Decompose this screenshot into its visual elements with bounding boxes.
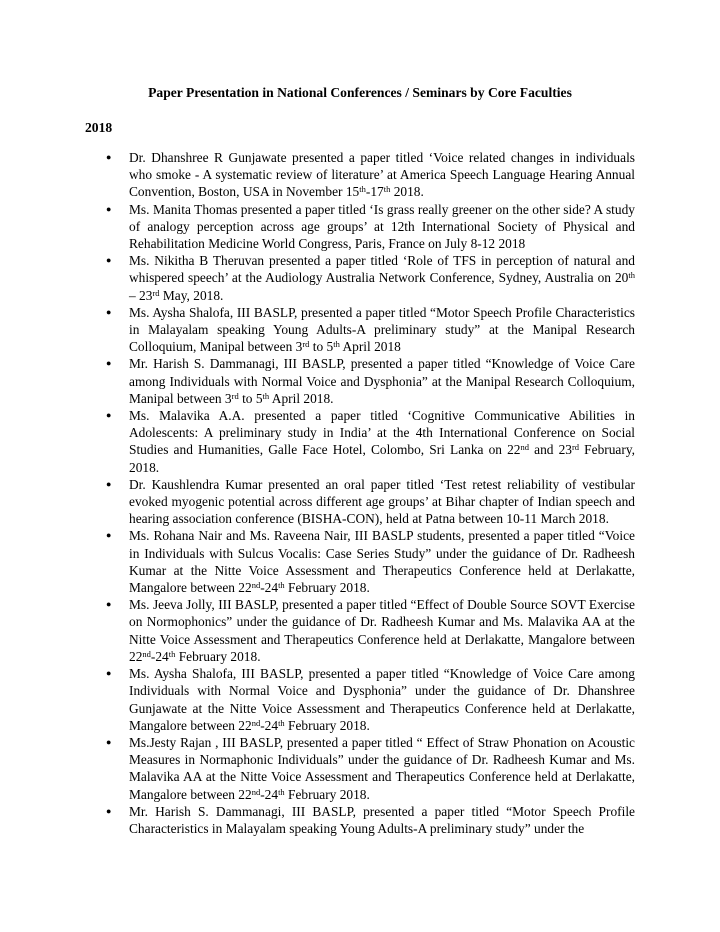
presentation-entry (85, 476, 635, 528)
bullet-icon: ● (106, 530, 112, 541)
presentation-entry (85, 201, 635, 253)
bullet-icon: ● (106, 152, 112, 162)
entry-text: Mr. Harish S. Dammanagi, III BASLP, presented a paper titled “Knowledge of Voice Care among Individuals with Normal Voice and Dysphonia” at the Manipal Research Colloquium, Manipal between 3rd to 5th April 2018. (129, 356, 635, 406)
presentation-entry (85, 665, 635, 734)
entry-text: Ms. Malavika A.A. presented a paper titled ‘Cognitive Communicative Abilities in Adolescents: A preliminary study in India’ at the 4th International Conference on Social Studies and Humanities, Galle Face Hotel, Colombo, Sri Lanka on 22nd and 23rd February, 2018. (129, 408, 635, 475)
bullet-icon: ● (106, 805, 112, 816)
presentation-list (85, 149, 635, 837)
entry-text: Ms. Jeeva Jolly, III BASLP, presented a paper titled “Effect of Double Source SOVT Exercise on Normophonics” under the guidance of Dr. Radheesh Kumar and Ms. Malavika AA at the Nitte Voice Assessment and Therapeutics Conference held at Derlakatte, Mangalore between 22nd-24th February 2018. (129, 597, 635, 664)
entry-text: Dr. Kaushlendra Kumar presented an oral paper titled ‘Test retest reliability of vestibular evoked myogenic potential across different age groups’ at Bihar chapter of Indian speech and hearing association conference (BISHA-CON), held at Patna between 10-11 March 2018. (129, 476, 635, 527)
bullet-icon: ● (106, 358, 112, 369)
entry-text: Ms. Manita Thomas presented a paper titled ‘Is grass really greener on the other side? A study of analogy perception across age groups’ at 12th International Society of Physical and Rehabilitation Medicine World Congress, Paris, France on July 8-12 2018 (129, 201, 635, 252)
entry-text: Dr. Dhanshree R Gunjawate presented a paper titled ‘Voice related changes in individuals who smoke - A systematic review of literature’ at America Speech Language Hearing Annual Convention, Boston, USA in November 15th-17th 2018. (129, 150, 635, 200)
bullet-icon: ● (106, 668, 112, 679)
bullet-icon: ● (106, 255, 112, 266)
presentation-entry (85, 596, 635, 665)
entry-text: Ms. Aysha Shalofa, III BASLP, presented a paper titled “Motor Speech Profile Characteristics in Malayalam speaking Young Adults-A preliminary study” at the Manipal Research Colloquium, Manipal between 3rd to 5th April 2018 (129, 304, 635, 355)
page-title: Paper Presentation in National Conferences / Seminars by Core Faculties (148, 85, 572, 100)
bullet-icon: ● (106, 599, 112, 610)
bullet-icon: ● (106, 306, 112, 317)
bullet-icon: ● (106, 736, 112, 747)
presentation-entry (85, 734, 635, 803)
bullet-icon: ● (106, 410, 112, 421)
presentation-entry (85, 304, 635, 356)
presentation-entry (85, 803, 635, 837)
presentation-entry (85, 355, 635, 407)
entry-text: Ms.Jesty Rajan , III BASLP, presented a paper titled “ Effect of Straw Phonation on Acoustic Measures in Normaphonic Individuals” under the guidance of Dr. Radheesh Kumar and Ms. Malavika AA at the Nitte Voice Assessment and Therapeutics Conference held at Derlakatte, Mangalore between 22nd-24th February 2018. (129, 734, 635, 802)
entry-text: Ms. Nikitha B Theruvan presented a paper titled ‘Role of TFS in perception of natural and whispered speech’ at the Audiology Australia Network Conference, Sydney, Australia on 20th – 23rd May, 2018. (129, 253, 635, 303)
bullet-icon: ● (106, 478, 112, 489)
entry-text: Mr. Harish S. Dammanagi, III BASLP, presented a paper titled “Motor Speech Profile Characteristics in Malayalam speaking Young Adults-A preliminary study” under the (129, 803, 635, 836)
entry-text: Ms. Rohana Nair and Ms. Raveena Nair, III BASLP students, presented a paper titled “Voice in Individuals with Sulcus Vocalis: Case Series Study” under the guidance of Dr. Radheesh Kumar at the Nitte Voice Assessment and Therapeutics Conference held at Derlakatte, Mangalore between 22nd-24th February 2018. (129, 528, 635, 596)
entry-text: Ms. Aysha Shalofa, III BASLP, presented a paper titled “Knowledge of Voice Care among Individuals with Normal Voice and Dysphonia” under the guidance of Dr. Dhanshree Gunjawate at the Nitte Voice Assessment and Therapeutics Conference held at Derlakatte, Mangalore between 22nd-24th February 2018. (129, 666, 635, 733)
year-heading: 2018 (85, 120, 113, 135)
presentation-entry (85, 527, 635, 596)
bullet-icon: ● (106, 203, 112, 214)
presentation-entry (85, 252, 635, 304)
presentation-entry (85, 149, 635, 201)
presentation-entry (85, 407, 635, 476)
